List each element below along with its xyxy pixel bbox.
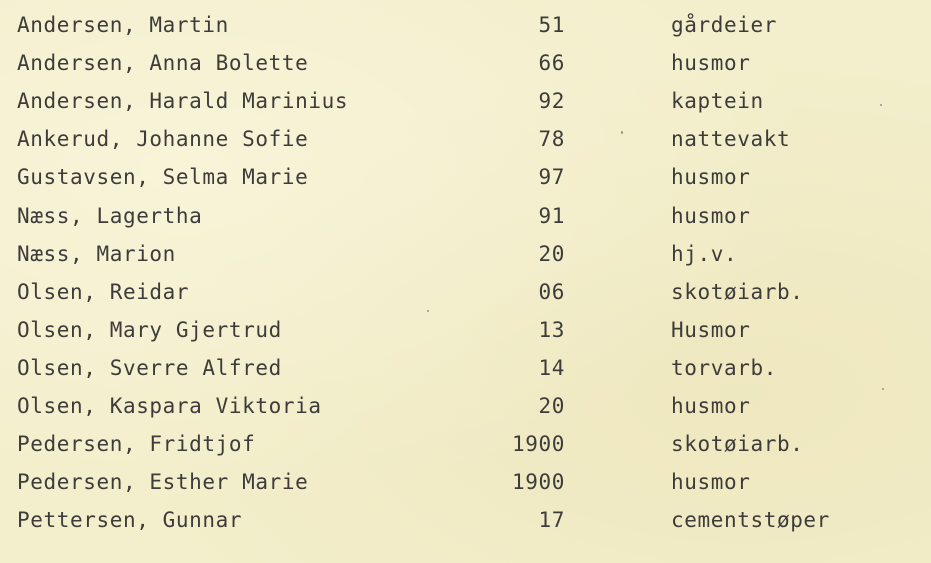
occupation: skotøiarb. (671, 279, 804, 304)
register-row (0, 273, 931, 311)
person-name: Næss, Marion (17, 241, 176, 266)
birth-year: 1900 (512, 432, 565, 457)
occupation: husmor (671, 203, 751, 228)
paper-speck (427, 310, 429, 312)
occupation: husmor (671, 165, 751, 190)
person-name: Næss, Lagertha (17, 203, 203, 228)
register-row (0, 197, 931, 235)
register-row (0, 120, 931, 158)
birth-year: 66 (538, 51, 565, 76)
birth-year: 06 (538, 279, 565, 304)
register-row (0, 501, 931, 539)
occupation: hj.v. (671, 241, 738, 266)
person-name: Andersen, Martin (17, 13, 229, 37)
occupation: kaptein (671, 89, 764, 114)
occupation: Husmor (671, 317, 751, 342)
register-row (0, 158, 931, 196)
person-name: Pedersen, Esther Marie (17, 470, 309, 495)
occupation: husmor (671, 51, 751, 76)
person-name: Ankerud, Johanne Sofie (17, 127, 309, 152)
occupation: husmor (671, 470, 751, 495)
person-name: Olsen, Mary Gjertrud (17, 317, 282, 342)
occupation: cementstøper (671, 508, 830, 533)
register-row (0, 349, 931, 387)
birth-year: 91 (538, 203, 565, 228)
person-name: Andersen, Anna Bolette (17, 51, 309, 76)
register-row (0, 311, 931, 349)
register-row (0, 82, 931, 120)
paper-speck (882, 388, 884, 390)
register-row (0, 44, 931, 82)
paper-speck (621, 131, 623, 134)
paper-speck (880, 104, 882, 106)
birth-year: 1900 (512, 470, 565, 495)
birth-year: 92 (538, 89, 565, 114)
person-name: Gustavsen, Selma Marie (17, 165, 309, 190)
birth-year: 20 (538, 241, 565, 266)
birth-year: 13 (538, 317, 565, 342)
person-name: Olsen, Reidar (17, 279, 190, 304)
register-row (0, 6, 931, 44)
register-row (0, 425, 931, 463)
birth-year: 20 (538, 394, 565, 418)
birth-year: 14 (538, 355, 565, 380)
occupation: nattevakt (671, 127, 791, 152)
register-row (0, 387, 931, 425)
birth-year: 78 (538, 127, 565, 152)
person-name: Olsen, Kaspara Viktoria (17, 394, 322, 418)
occupation: torvarb. (671, 355, 777, 380)
register-row (0, 463, 931, 501)
register-row (0, 235, 931, 273)
birth-year: 17 (538, 508, 565, 533)
occupation: gårdeier (671, 13, 777, 37)
birth-year: 97 (538, 165, 565, 190)
person-name: Olsen, Sverre Alfred (17, 355, 282, 380)
person-name: Pedersen, Fridtjof (17, 432, 256, 457)
birth-year: 51 (538, 13, 565, 37)
person-name: Andersen, Harald Marinius (17, 89, 349, 114)
occupation: husmor (671, 394, 751, 418)
person-name: Pettersen, Gunnar (17, 508, 243, 533)
occupation: skotøiarb. (671, 432, 804, 457)
